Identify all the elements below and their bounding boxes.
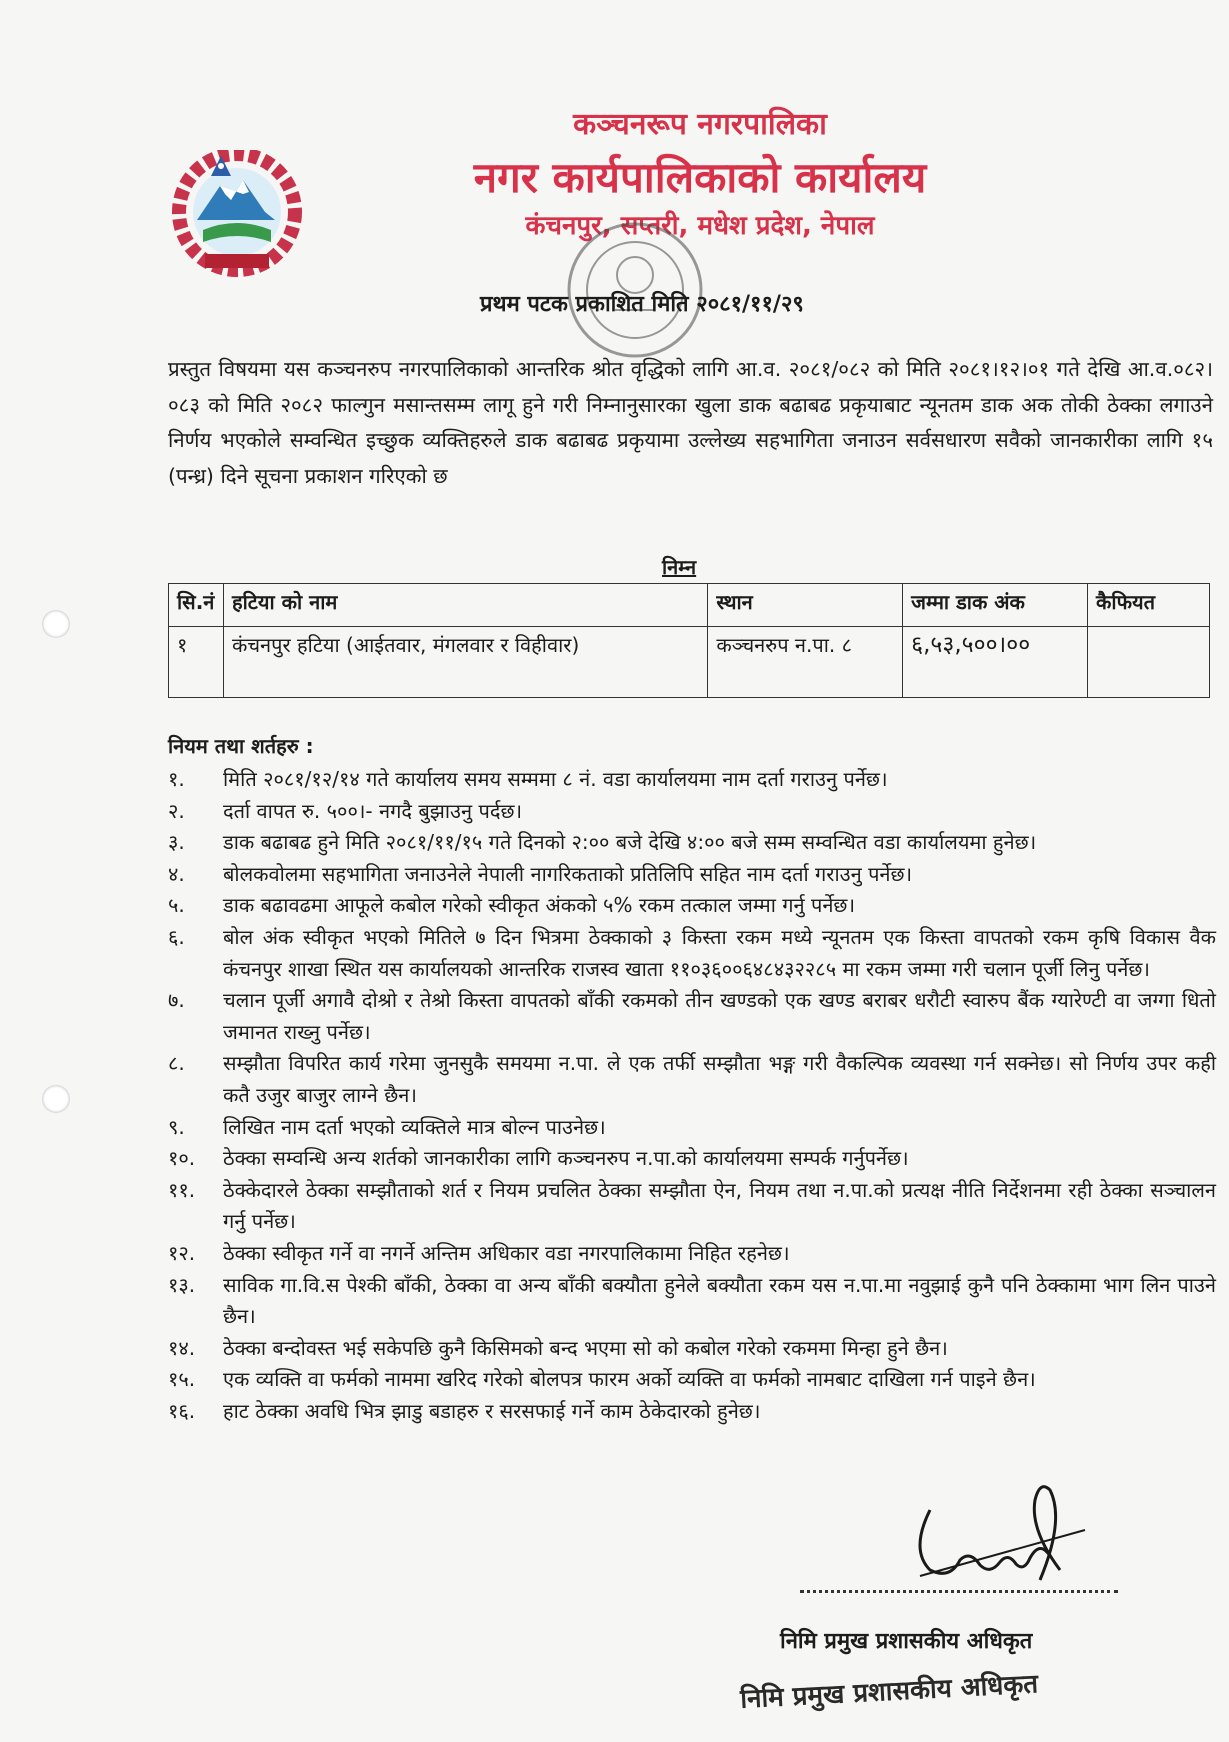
municipality-name: कञ्चनरूप नगरपालिका	[573, 107, 827, 142]
list-item: ३. डाक बढाबढ हुने मिति २०८१/११/१५ गते दिनको २:०० बजे देखि ४:०० बजे सम्म सम्वन्धित वडा कार्यालयमा हुनेछ।	[168, 830, 1037, 855]
table-header-row	[169, 584, 1210, 627]
col-header-hatiya-name: हटिया को नाम	[223, 584, 707, 627]
cell-total-amount: ६,५३,५००।००	[903, 627, 1088, 698]
punch-hole	[42, 610, 70, 638]
cell-serial: १	[169, 627, 224, 698]
table-caption: निम्न	[662, 555, 697, 579]
list-item: ७. चलान पूर्जी अगावै दोश्रो र तेश्रो किस्ता वापतको बाँकी रकमको तीन खण्डको एक खण्ड बराबर धरौटी स्वारुप बैंक ग्यारेण्टी वा जग्गा धितो जमानत राख्नु पर्नेछ।	[168, 988, 1216, 1044]
cell-location: कञ्चनरुप न.पा. ८	[708, 627, 903, 698]
punch-hole	[42, 1085, 70, 1113]
rules-list	[168, 764, 1216, 1427]
officer-rubber-stamp: निमि प्रमुख प्रशासकीय अधिकृत	[739, 1669, 1039, 1715]
list-item: ४. बोलकवोलमा सहभागिता जनाउनेले नेपाली नागरिकताको प्रतिलिपि सहित नाम दर्ता गराउनु पर्नेछ।	[168, 861, 913, 886]
cell-hatiya-name: कंचनपुर हटिया (आईतवार, मंगलवार र विहीवार)	[223, 627, 707, 698]
rules-title: नियम तथा शर्तहरु :	[168, 734, 314, 758]
col-header-location: स्थान	[708, 584, 903, 627]
handwritten-signature-icon	[890, 1480, 1090, 1590]
list-item: २. दर्ता वापत रु. ५००।- नगदै बुझाउनु पर्दछ।	[168, 798, 523, 823]
list-item: १२. ठेक्का स्वीकृत गर्ने वा नगर्ने अन्तिम अधिकार वडा नगरपालिकामा निहित रहनेछ।	[168, 1240, 790, 1265]
cell-remarks	[1088, 627, 1210, 698]
list-item: १४. ठेक्का बन्दोवस्त भई सकेपछि कुनै किसिमको बन्द भएमा सो को कबोल गरेको रकममा मिन्हा हुने छैन।	[168, 1335, 948, 1360]
auction-table	[168, 583, 1210, 698]
list-item: १६. हाट ठेक्का अवधि भित्र झाडु बडाहरु र सरसफाई गर्ने काम ठेकेदारको हुनेछ।	[168, 1398, 761, 1423]
signature-line	[800, 1590, 1118, 1593]
col-header-remarks: कैफियत	[1088, 584, 1210, 627]
list-item: १. मिति २०८१/१२/१४ गते कार्यालय समय सम्ममा ८ नं. वडा कार्यालयमा नाम दर्ता गराउनु पर्नेछ।	[168, 767, 888, 791]
signatory-title: निमि प्रमुख प्रशासकीय अधिकृत	[780, 1629, 1033, 1654]
list-item: ११. ठेक्केदारले ठेक्का सम्झौताको शर्त र नियम प्रचलित ठेक्का सम्झौता ऐन, नियम तथा न.पा.को प्रत्यक्ष नीति निर्देशनमा रही ठेक्का सञ्चालन गर्नु पर्नेछ।	[168, 1177, 1216, 1234]
list-item: १०. ठेक्का सम्वन्धि अन्य शर्तको जानकारीका लागि कञ्चनरुप न.पा.को कार्यालयमा सम्पर्क गर्नुपर्नेछ।	[168, 1146, 909, 1171]
list-item: १५. एक व्यक्ति वा फर्मको नाममा खरिद गरेको बोलपत्र फारम अर्को व्यक्ति वा फर्मको नामबाट दाखिला गर्न पाइने छैन।	[168, 1367, 1036, 1392]
list-item: ८. सम्झौता विपरित कार्य गरेमा जुनसुकै समयमा न.पा. ले एक तर्फी सम्झौता भङ्ग गरी वैकल्पिक व्यवस्था गर्न सक्नेछ। सो निर्णय उपर कही कतै उजुर बाजुर लाग्ने छैन।	[168, 1051, 1216, 1107]
notice-paragraph: प्रस्तुत विषयमा यस कञ्चनरुप नगरपालिकाको आन्तरिक श्रोत वृद्धिको लागि आ.व. २०८१/०८२ को मिति २०८१।१२।०१ गते देखि आ.व.०८२।०८३ को मिति २०८२ फाल्गुन मसान्तसम्म लागू हुने गरी निम्नानुसारका खुला डाक बढाबढ प्रकृयाबाट न्यूनतम डाक अक तोकी ठेक्का लगाउने निर्णय भएकोले सम्वन्धित इच्छुक व्यक्तिहरुले डाक बढाबढ प्रकृयामा उल्लेख्य सहभागिता जनाउन सर्वसधारण सवैको जानकारीका लागि १५ (पन्ध्र) दिने सूचना प्रकाशन गरिएको छ	[168, 357, 1213, 488]
list-item: १३. साविक गा.वि.स पेश्की बाँकी, ठेक्का वा अन्य बाँकी बक्यौता हुनेले बक्यौता रकम यस न.पा.मा नवुझाई कुनै पनि ठेक्कामा भाग लिन पाउने छैन।	[168, 1272, 1216, 1329]
list-item: ५. डाक बढावढमा आफूले कबोल गरेको स्वीकृत अंकको ५% रकम तत्काल जम्मा गर्नु पर्नेछ।	[168, 893, 856, 918]
municipality-emblem-icon	[165, 150, 310, 280]
table-row	[169, 627, 1210, 698]
publication-date: प्रथम पटक प्रकाशित मिति २०८१/११/२९	[480, 292, 804, 317]
office-address: कंचनपुर, सप्तरी, मधेश प्रदेश, नेपाल	[525, 211, 875, 241]
col-header-total-amount: जम्मा डाक अंक	[903, 584, 1088, 627]
office-name: नगर कार्यपालिकाको कार्यालय	[473, 153, 927, 202]
list-item: ९. लिखित नाम दर्ता भएको व्यक्तिले मात्र बोल्न पाउनेछ।	[168, 1114, 606, 1139]
list-item: ६. बोल अंक स्वीकृत भएको मितिले ७ दिन भित्रमा ठेक्काको ३ किस्ता रकम मध्ये न्यूनतम एक किस्ता वापतको रकम कृषि विकास वैक कंचनपुर शाखा स्थित यस कार्यालयको आन्तरिक राजस्व खाता ११०३६००६४८४३२२८५ मा रकम जम्मा गरी चलान पूर्जी लिनु पर्नेछ।	[168, 924, 1216, 981]
col-header-serial: सि.नं	[169, 584, 224, 627]
